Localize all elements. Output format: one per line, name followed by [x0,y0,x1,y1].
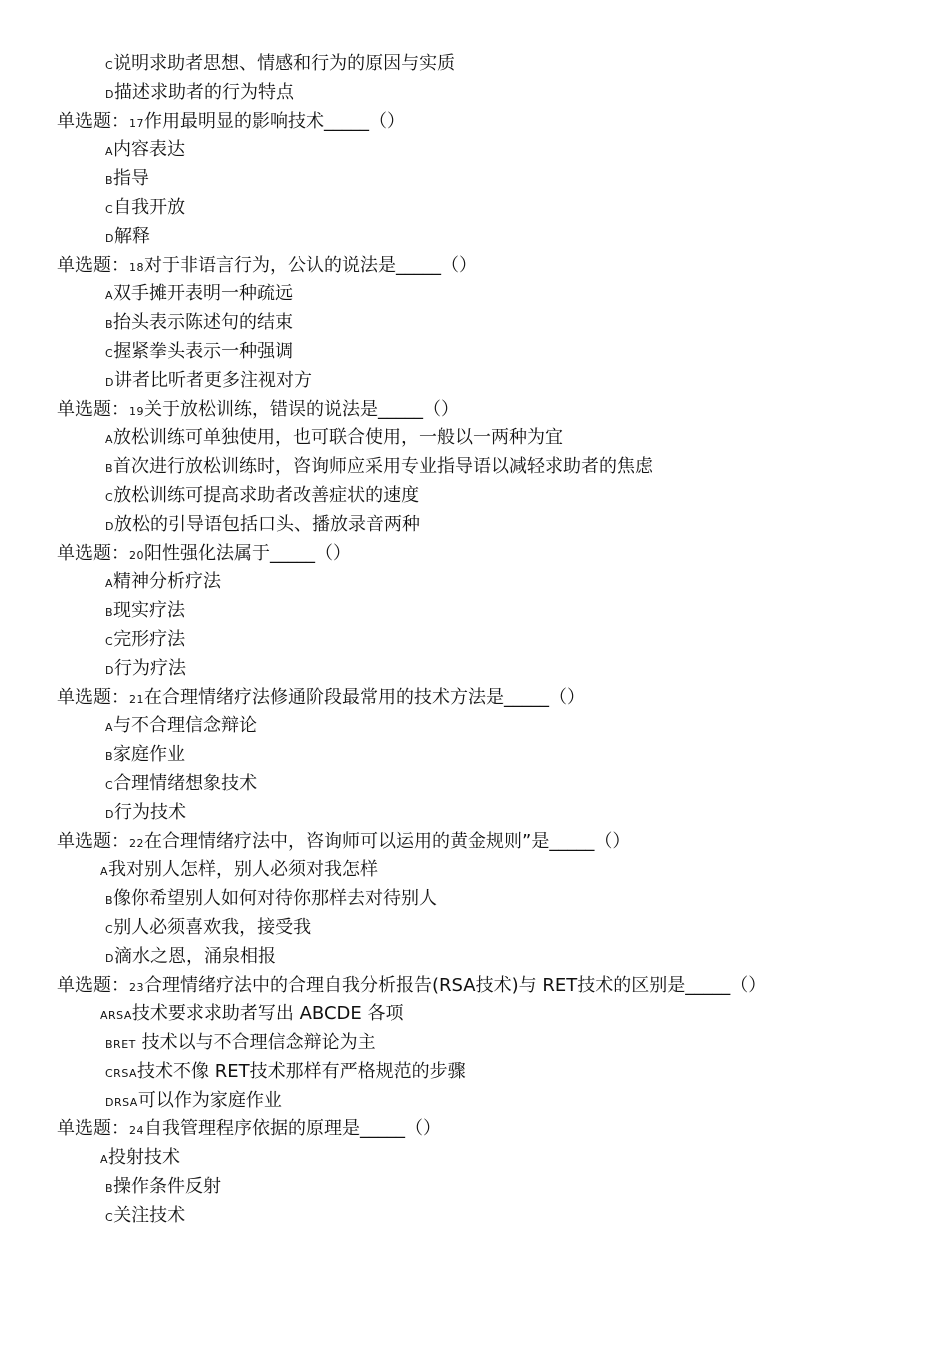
option-letter: B [105,606,114,620]
option-letter: A [105,721,114,735]
option-letter: A [105,145,114,159]
option-letter: C [105,202,114,216]
option-text: 别人必须喜欢我，接受我 [113,916,312,938]
option-letter: A [100,865,109,879]
option-text: 技术不像 RET技术那样有严格规范的步骤 [137,1060,466,1082]
option-line [0,79,950,108]
option-text: 技术要求求助者写出 ABCDE 各项 [131,1003,404,1025]
question-prefix: 单选题： [57,254,129,276]
option-line [0,770,950,799]
option-letter: C [105,778,114,792]
option-letter: B [105,174,114,188]
question-text: 在合理情绪疗法修通阶段最常用的技术方法是_____（） [144,686,585,708]
question-text: 自我管理程序依据的原理是_____（） [144,1118,441,1140]
question-number: 20 [129,548,144,562]
question-prefix: 单选题： [57,110,129,132]
option-letter: D [105,663,114,677]
option-line [0,50,950,79]
option-text: 投射技术 [108,1147,181,1169]
question-number: 19 [129,404,144,418]
question-text: 对于非语言行为，公认的说法是_____（） [144,254,477,276]
option-text: 描述求助者的行为特点 [113,81,294,103]
option-letter: C [105,59,114,72]
option-letter: B [105,1182,114,1196]
option-line [0,482,950,511]
question-prefix: 单选题： [57,974,129,996]
option-letter: BRET [105,1038,136,1052]
option-text: 抬头表示陈述句的结束 [113,312,294,334]
option-text: 完形疗法 [113,628,186,650]
question-number: 18 [129,260,144,274]
option-line [0,338,950,367]
option-text: 讲者比听者更多注视对方 [113,369,312,391]
option-line [0,712,950,741]
question-line [0,252,950,281]
option-letter: A [105,577,114,591]
question-line [0,828,950,857]
option-text: 行为技术 [113,801,186,823]
option-text: 技术以与不合理信念辩论为主 [135,1032,376,1054]
option-text: 双手摊开表明一种疏远 [113,283,294,305]
option-letter: DRSA [105,1095,138,1109]
option-line [0,799,950,828]
option-line [0,1173,950,1202]
option-line [0,626,950,655]
option-line [0,136,950,165]
option-letter: A [100,1153,109,1167]
question-line [0,396,950,425]
option-text: 我对别人怎样，别人必须对我怎样 [108,859,379,881]
option-line [0,655,950,684]
option-letter: C [105,634,114,648]
option-letter: C [105,346,114,360]
question-line [0,108,950,137]
option-text: 滴水之恩，涌泉相报 [113,945,276,967]
option-letter: D [105,951,114,965]
option-line [0,223,950,252]
option-text: 关注技术 [113,1204,186,1226]
option-line [0,367,950,396]
option-text: 操作条件反射 [113,1176,222,1198]
option-text: 握紧拳头表示一种强调 [113,340,294,362]
option-line [0,856,950,885]
question-prefix: 单选题： [57,1118,129,1140]
question-number: 24 [129,1124,144,1138]
option-line [0,597,950,626]
option-letter: D [105,231,114,245]
option-text: 指导 [113,168,150,190]
option-text: 放松的引导语包括口头、播放录音两种 [113,513,420,535]
option-text: 像你希望别人如何对待你那样去对待别人 [113,888,438,910]
question-text: 阳性强化法属于_____（） [144,542,351,564]
option-letter: B [105,462,114,476]
option-line [0,309,950,338]
option-letter: D [105,375,114,389]
option-letter: ARSA [100,1009,132,1023]
option-text: 解释 [113,225,150,247]
option-line [0,1000,950,1029]
option-letter: A [105,433,114,447]
option-letter: D [105,87,114,101]
option-text: 精神分析疗法 [113,571,222,593]
question-prefix: 单选题： [57,398,129,420]
option-text: 首次进行放松训练时，咨询师应采用专业指导语以减轻求助者的焦虑 [113,456,654,478]
option-text: 合理情绪想象技术 [113,772,258,794]
option-text: 可以作为家庭作业 [137,1089,282,1111]
option-letter: A [105,289,114,303]
option-letter: C [105,490,114,504]
question-text: 合理情绪疗法中的合理自我分析报告(RSA技术)与 RET技术的区别是_____（） [144,974,767,996]
question-prefix: 单选题： [57,686,129,708]
question-number: 17 [129,116,144,130]
option-text: 家庭作业 [113,744,186,766]
option-text: 放松训练可提高求助者改善症状的速度 [113,484,420,506]
question-text: 作用最明显的影响技术_____（） [144,110,405,132]
option-text: 放松训练可单独使用，也可联合使用，一般以一两种为宜 [113,427,564,449]
option-text: 现实疗法 [113,600,186,622]
option-letter: B [105,750,114,764]
option-text: 说明求助者思想、情感和行为的原因与实质 [113,53,456,74]
option-line [0,1058,950,1087]
question-line [0,1115,950,1144]
option-line [0,885,950,914]
option-letter: D [105,807,114,821]
question-line [0,972,950,1001]
question-document [0,50,950,1231]
option-text: 与不合理信念辩论 [113,715,258,737]
option-line [0,453,950,482]
option-line [0,1202,950,1231]
option-line [0,741,950,770]
question-text: 在合理情绪疗法中，咨询师可以运用的黄金规则”是_____（） [144,830,631,852]
question-text: 关于放松训练，错误的说法是_____（） [144,398,459,420]
option-letter: C [105,922,114,936]
option-line [0,1144,950,1173]
question-prefix: 单选题： [57,542,129,564]
option-line [0,194,950,223]
option-letter: D [105,519,114,533]
option-line [0,280,950,309]
option-letter: B [105,894,114,908]
option-letter: B [105,318,114,332]
option-line [0,914,950,943]
option-line [0,165,950,194]
option-text: 内容表达 [113,139,186,161]
option-line [0,568,950,597]
option-line [0,424,950,453]
question-prefix: 单选题： [57,830,129,852]
option-letter: CRSA [105,1066,138,1080]
option-line [0,511,950,540]
question-number: 23 [129,980,144,994]
option-line [0,1029,950,1058]
option-line [0,943,950,972]
question-number: 22 [129,836,144,850]
option-letter: C [105,1210,114,1224]
option-text: 自我开放 [113,196,186,218]
option-text: 行为疗法 [113,657,186,679]
question-line [0,540,950,569]
question-line [0,684,950,713]
question-number: 21 [129,692,144,706]
option-line [0,1087,950,1116]
